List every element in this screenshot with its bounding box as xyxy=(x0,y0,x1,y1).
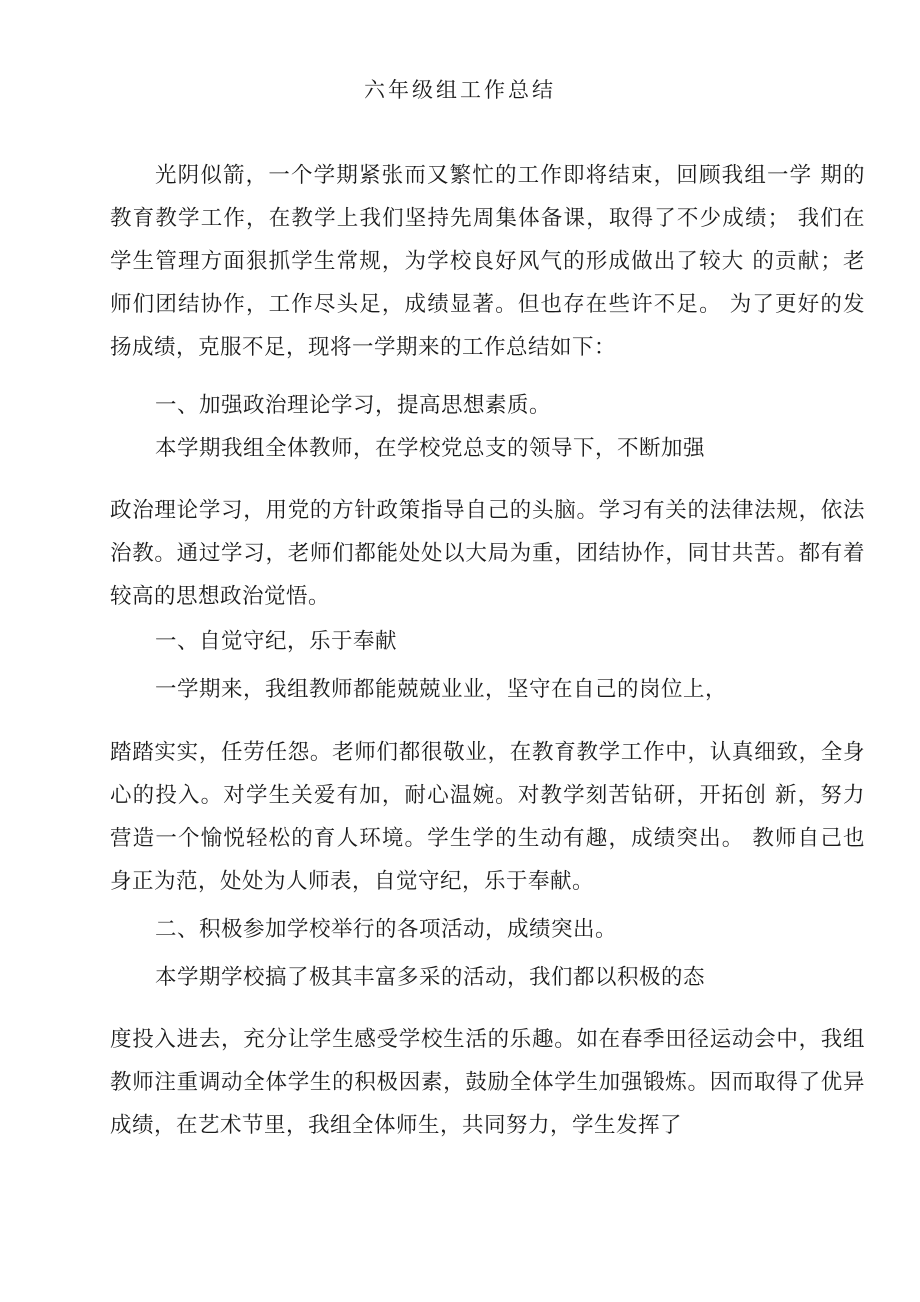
document-title: 六年级组工作总结 xyxy=(364,78,556,102)
section-lead: 一学期来，我组教师都能兢兢业业，坚守在自己的岗位上， xyxy=(155,677,728,702)
section-body: 政治理论学习，用党的方针政策指导自己的头脑。学习有关的法律法规，依法治教。通过学习，老师们都能处处以大局为重，团结协作，同甘共苦。都有着较高的思想政治觉悟。 xyxy=(110,498,865,609)
section-lead: 本学期学校搞了极其丰富多采的活动，我们都以积极的态 xyxy=(155,965,706,990)
section-body: 度投入进去，充分让学生感受学校生活的乐趣。如在春季田径运动会中，我组教师注重调动全体学生的积极因素，鼓励全体学生加强锻炼。因而取得了优异成绩，在艺术节里，我组全体师生，共同努力，学生发挥了 xyxy=(110,1027,865,1138)
section-heading: 二、积极参加学校举行的各项活动，成绩突出。 xyxy=(155,917,618,942)
section-lead: 本学期我组全体教师，在学校党总支的领导下，不断加强 xyxy=(155,436,706,461)
section-heading: 一、加强政治理论学习，提高思想素质。 xyxy=(155,393,552,418)
section-heading: 一、自觉守纪，乐于奉献 xyxy=(155,629,398,654)
section-body: 踏踏实实，任劳任怨。老师们都很敬业，在教育教学工作中，认真细致，全身心的投入。对学生关爱有加，耐心温婉。对教学刻苦钻研，开拓创 新，努力营造一个愉悦轻松的育人环境。学生学的生动有趣，成绩突出。 教师自己也身正为范，处处为人师表，自觉守纪，乐于奉献。 xyxy=(110,740,865,894)
intro-paragraph: 光阴似箭，一个学期紧张而又繁忙的工作即将结束，回顾我组一学 期的教育教学工作，在教学上我们坚持先周集体备课，取得了不少成绩； 我们在学生管理方面狠抓学生常规，为学校良好风气的形成做出了较大 的贡献；老师们团结协作，工作尽头足，成绩显著。但也存在些许不足。 为了更好的发扬成绩，克服不足，现将一学期来的工作总结如下： xyxy=(110,163,865,360)
